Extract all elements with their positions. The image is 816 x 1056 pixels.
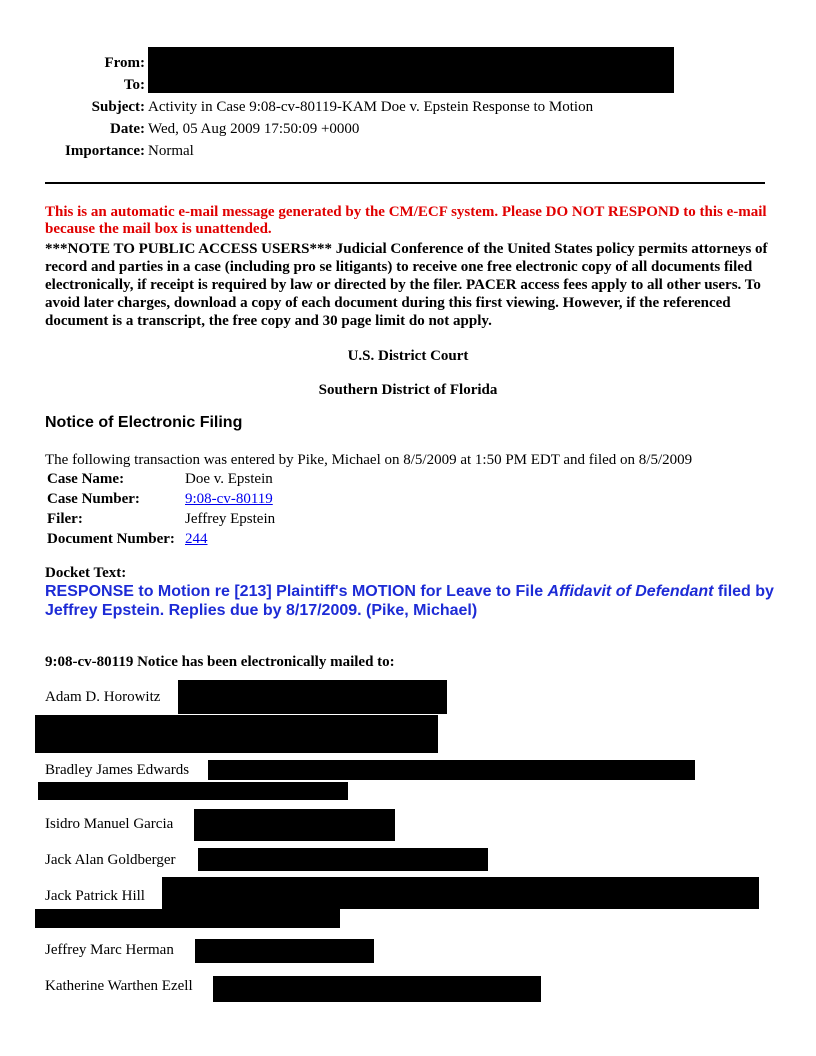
case-name-label: Case Name: [47, 471, 125, 487]
from-label: From: [104, 55, 145, 71]
redaction-email [208, 760, 695, 780]
transaction-text: The following transaction was entered by Pike, Michael on 8/5/2009 at 1:50 PM EDT and filed on 8/5/2009 [45, 452, 693, 468]
recipient-name: Jack Alan Goldberger [45, 852, 176, 868]
redaction-email [198, 848, 488, 871]
to-label: To: [123, 77, 145, 93]
header-divider [45, 182, 765, 184]
public-access-note: ***NOTE TO PUBLIC ACCESS USERS*** Judicial Conference of the United States policy permits attorneys of record and parties in a case (including pro se litigants) to receive one free electronic copy of all documents filed electronically, if receipt is required by law or directed by the filer. PACER access fees apply to all other users. To avoid later charges, download a copy of each document during this first viewing. However, if the referenced document is a transcript, the free copy and 30 page limit do not apply. [45, 241, 768, 329]
subject-value: Activity in Case 9:08-cv-80119-KAM Doe v. Epstein Response to Motion [148, 99, 594, 115]
date-value: Wed, 05 Aug 2009 17:50:09 +0000 [148, 121, 360, 137]
docket-text-italic: Affidavit of Defendant [547, 583, 714, 600]
case-number-label: Case Number: [47, 491, 140, 507]
recipient-name: Isidro Manuel Garcia [45, 816, 174, 832]
recipient-name: Katherine Warthen Ezell [45, 978, 193, 994]
recipient-name: Jack Patrick Hill [45, 888, 145, 904]
redaction-email [162, 877, 759, 909]
redaction-email [195, 939, 374, 963]
recipient-name: Adam D. Horowitz [45, 689, 161, 705]
redaction-email [35, 909, 340, 928]
docket-text-part2: filed by Jeffrey Epstein. Replies due by 8/17/2009. (Pike, Michael) [45, 583, 774, 619]
case-number-link[interactable]: 9:08-cv-80119 [185, 491, 273, 507]
redaction-from-to [148, 47, 674, 93]
redaction-email [194, 809, 395, 841]
filer-value: Jeffrey Epstein [185, 511, 276, 527]
court-name: U.S. District Court [347, 348, 469, 364]
redaction-email [213, 976, 541, 1002]
district-name: Southern District of Florida [318, 382, 498, 398]
docket-text [45, 582, 775, 620]
docket-text-part1: RESPONSE to Motion re [213] Plaintiff's MOTION for Leave to File [45, 583, 548, 600]
redaction-email [38, 782, 348, 800]
importance-value: Normal [148, 143, 194, 159]
document-number-label: Document Number: [47, 531, 175, 547]
redaction-email [178, 680, 447, 714]
document-number-link[interactable]: 244 [185, 531, 208, 547]
redaction-email [35, 715, 438, 753]
filer-label: Filer: [47, 511, 83, 527]
mailed-heading: 9:08-cv-80119 Notice has been electronically mailed to: [45, 654, 395, 670]
auto-message-warning: This is an automatic e-mail message generated by the CM/ECF system. Please DO NOT RESPOND to this e-mail because the mail box is unattended. [45, 204, 767, 237]
subject-label: Subject: [91, 99, 145, 115]
importance-label: Importance: [65, 143, 145, 159]
recipient-name: Bradley James Edwards [45, 762, 190, 778]
case-name-value: Doe v. Epstein [185, 471, 273, 487]
nef-title: Notice of Electronic Filing [45, 414, 243, 431]
date-label: Date: [110, 121, 145, 137]
docket-text-label: Docket Text: [45, 565, 127, 581]
recipient-name: Jeffrey Marc Herman [45, 942, 174, 958]
